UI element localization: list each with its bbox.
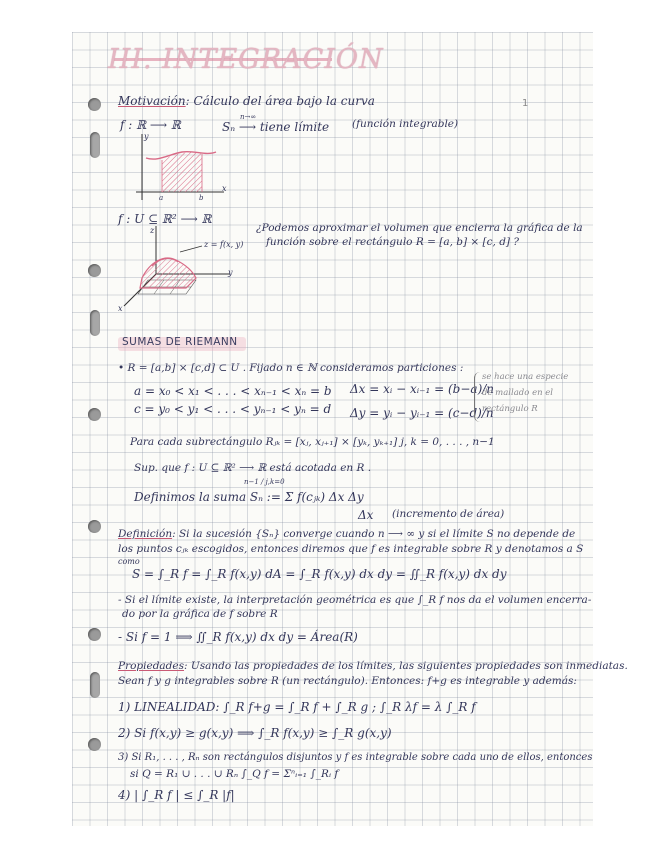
properties-line-1 — [118, 660, 628, 672]
geometric-line-2: do por la gráfica de f sobre R — [122, 608, 278, 620]
property-linearity: 1) LINEALIDAD: ∫_R f+g = ∫_R f + ∫_R g ; ∫_R λf = λ ∫_R f — [118, 700, 476, 714]
binder-hole — [88, 738, 101, 751]
page-number: 1 — [522, 98, 529, 109]
geometric-line-1: - Si el límite existe, la interpretación geométrica es que ∫_R f nos da el volumen encerra- — [118, 594, 592, 606]
definition-label: Definición — [118, 528, 173, 540]
graph3d-z-label: z — [150, 226, 155, 235]
riemann-sum-definition: Definimos la suma Sₙ := Σ f(cⱼₖ) Δx Δy — [134, 490, 364, 504]
page-margin-top — [0, 0, 655, 32]
binder-hole — [88, 408, 101, 421]
mesh-note-3: rectángulo R — [482, 404, 538, 414]
property-additivity-1: 3) Si R₁, . . . , Rₙ son rectángulos disjuntos y f es integrable sobre cada uno de ellos, entonces — [118, 752, 593, 763]
properties-text: : Usando las propiedades de los límites, las siguientes propiedades son inmediatas. — [184, 660, 628, 672]
delta-y: Δy = yᵢ − yᵢ₋₁ = (c−d)/n — [350, 406, 494, 420]
binder-hole — [88, 520, 101, 533]
graph-y-label: y — [144, 132, 149, 141]
area-formula: - Si f = 1 ⟹ ∬_R f(x,y) dx dy = Área(R) — [118, 630, 358, 644]
sn-arrow-label: n→∞ — [240, 113, 257, 121]
motivacion-line — [118, 94, 375, 108]
binder-hole — [88, 98, 101, 111]
subrectangle-line: Para cada subrectángulo Rⱼₖ = [xⱼ, xⱼ₊₁] × [yₖ, yₖ₊₁] j, k = 0, . . . , n−1 — [130, 436, 495, 448]
graph-x-label: x — [222, 184, 227, 193]
property-absolute-value: 4) | ∫_R f | ≤ ∫_R |f| — [118, 788, 235, 802]
graph3d-y-label: y — [228, 268, 233, 277]
integral-notation: S = ∫_R f = ∫_R f(x,y) dA = ∫_R f(x,y) dx dy = ∬_R f(x,y) dx dy — [132, 567, 507, 581]
binder-slot — [90, 132, 100, 158]
partition-x: a = x₀ < x₁ < . . . < xₙ₋₁ < xₙ = b — [134, 384, 332, 398]
riemann-line-1: • R = [a,b] × [c,d] ⊂ U . Fijado n ∈ ℕ consideramos particiones : — [118, 362, 464, 374]
mesh-note-2: de mallado en el — [482, 388, 554, 398]
area-increment-note: (incremento de área) — [392, 508, 505, 520]
page-margin-right — [593, 0, 655, 848]
suppose-line: Sup. que f : U ⊆ ℝ² ⟶ ℝ está acotada en R . — [134, 462, 372, 474]
binder-slot — [90, 310, 100, 336]
definition-line-1 — [118, 528, 575, 540]
definition-text: : Si la sucesión {Sₙ} converge cuando n ⟶ ∞ y si el límite S no depende de — [172, 528, 576, 540]
property-additivity-2: si Q = R₁ ∪ . . . ∪ Rₙ ∫_Q f = Σⁿᵢ₌₁ ∫_Rᵢ f — [130, 768, 339, 780]
graph-a-label: a — [159, 194, 164, 202]
motivacion-label: Motivación — [118, 94, 186, 108]
properties-label: Propiedades — [118, 660, 185, 672]
definition-line-2: los puntos cⱼₖ escogidos, entonces diremos que f es integrable sobre R y denotamos a S — [118, 543, 584, 555]
question-line-1: ¿Podemos aproximar el volumen que encierra la gráfica de la — [256, 222, 583, 234]
binder-hole — [88, 628, 101, 641]
f-definition: f : ℝ ⟶ ℝ — [120, 118, 181, 132]
properties-line-2: Sean f y g integrables sobre R (un rectángulo). Entonces: f+g es integrable y además: — [118, 675, 577, 687]
partition-y: c = y₀ < y₁ < . . . < yₙ₋₁ < yₙ = d — [134, 402, 332, 416]
f2-definition: f : U ⊆ ℝ² ⟶ ℝ — [118, 212, 212, 226]
graph3d-x-label: x — [118, 304, 123, 313]
incr-symbol: Δx — [358, 508, 374, 522]
shaded-region — [162, 152, 202, 192]
sn-note: (función integrable) — [352, 118, 459, 130]
delta-x: Δx = xᵢ − xᵢ₋₁ = (b−a)/n — [350, 382, 495, 396]
surface — [140, 258, 196, 288]
mesh-note-1: se hace una especie — [482, 372, 569, 382]
page-margin-left — [0, 0, 72, 848]
volume-under-surface-graph — [118, 222, 238, 317]
definition-line-3: como — [118, 557, 140, 566]
binder-hole — [88, 264, 101, 277]
motivacion-text: : Cálculo del área bajo la curva — [185, 94, 375, 108]
sum-limits: n−1 / j,k=0 — [244, 478, 285, 486]
binder-slot — [90, 672, 100, 698]
sn-limit: Sₙ ⟶ tiene límite — [222, 120, 330, 134]
graph-b-label: b — [199, 194, 204, 202]
property-monotonicity: 2) Si f(x,y) ≥ g(x,y) ⟹ ∫_R f(x,y) ≥ ∫_R g(x,y) — [118, 726, 392, 740]
riemann-heading: SUMAS DE RIEMANN — [122, 336, 238, 348]
page-margin-bottom — [0, 826, 655, 848]
page-title: III. INTEGRACIÓN — [108, 44, 384, 75]
question-line-2: función sobre el rectángulo R = [a, b] × [c, d] ? — [266, 236, 519, 248]
graph3d-surface-label: z = f(x, y) — [204, 240, 244, 249]
